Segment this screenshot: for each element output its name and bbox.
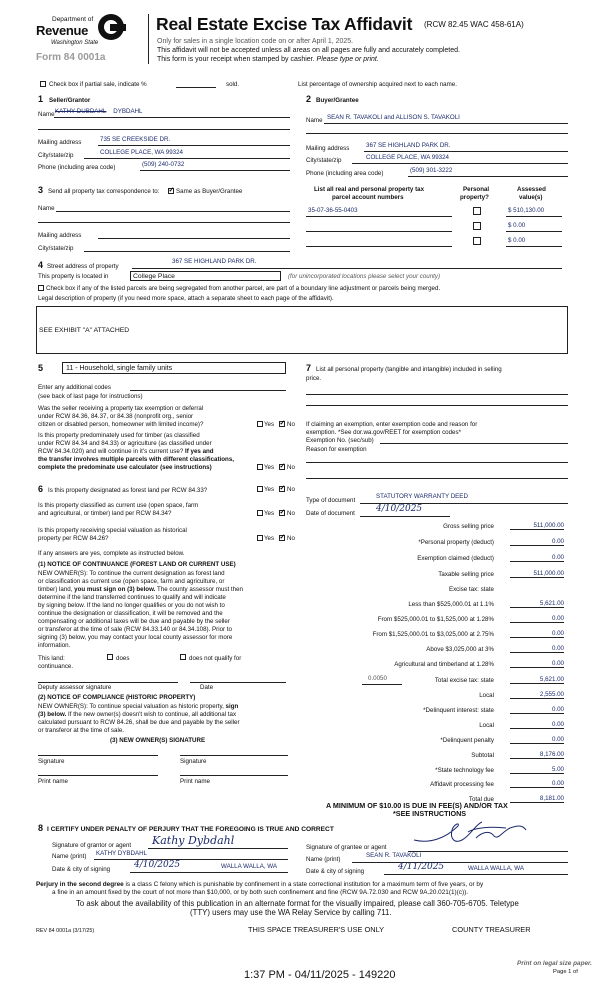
calc-label: Excise tax: state — [448, 586, 494, 593]
calc-value[interactable]: 0.00 — [551, 706, 564, 713]
calc-underline — [510, 667, 564, 668]
calc-label: Total due — [468, 796, 494, 803]
exemption-reason-field[interactable] — [306, 462, 568, 463]
dor-logo-icon — [98, 14, 124, 40]
personal-head2: property? — [460, 194, 489, 201]
seller-city-label: City/state/zip — [38, 152, 74, 159]
street-field[interactable]: 367 SE HIGHLAND PARK DR. — [172, 258, 257, 265]
calc-underline — [510, 545, 564, 546]
assessed-head1: Assessed — [517, 186, 546, 193]
calc-label: From $525,000.01 to $1,525,000 at 1.28% — [377, 616, 494, 623]
header-sub1: Only for sales in a single location code on or after April 1, 2025. — [157, 38, 354, 45]
legal-description-field[interactable]: SEE EXHIBIT "A" ATTACHED — [36, 306, 568, 354]
corr-city-label: City/state/zip — [38, 245, 74, 252]
personal-property-label2: price. — [306, 375, 322, 382]
print-legal-note: Print on legal size paper. — [517, 960, 592, 967]
deputy-date-field[interactable] — [190, 682, 286, 683]
dept-line1: Department of — [52, 16, 94, 23]
form-statute: (RCW 82.45 WAC 458-61A) — [424, 20, 524, 29]
calc-label: Total excise tax: state — [434, 677, 494, 684]
section2-number: 2 — [306, 94, 312, 104]
calc-label: Local — [479, 692, 494, 699]
corr-mail-label: Mailing address — [38, 232, 82, 239]
grantee-name-label: Name (print) — [306, 856, 341, 863]
calc-value[interactable]: 0.00 — [551, 615, 564, 622]
calc-value[interactable]: 0.00 — [551, 736, 564, 743]
calc-underline — [510, 787, 564, 788]
alt-format-line1: To ask about the availability of this publication in an alternate format for the visually impaired, please call 360-705-6705. Teletype — [76, 899, 519, 908]
doc-date-label: Date of document — [306, 510, 355, 517]
assessed-value-2[interactable]: $ 0.00 — [508, 222, 526, 229]
q6-3-line1: Is this property receiving special valuation as historical — [38, 527, 187, 534]
seller-mail-field[interactable]: 735 SE CREEKSIDE DR. — [100, 136, 171, 143]
doc-type-field[interactable]: STATUTORY WARRANTY DEED — [376, 493, 468, 500]
calc-value[interactable]: 0.00 — [551, 630, 564, 637]
same-as-buyer-label: Same as Buyer/Grantee — [176, 188, 243, 195]
calc-value[interactable]: 511,000.00 — [533, 522, 564, 529]
notice1-line: compensating or additional taxes will be due and payable by the seller — [38, 618, 230, 625]
calc-value[interactable]: 5,621.00 — [539, 676, 564, 683]
exemption-line2: exemption. *See dor.wa.gov/REET for exemption codes* — [306, 429, 462, 436]
print-name-label-2: Print name — [180, 778, 210, 785]
calc-underline — [510, 802, 564, 803]
calc-value[interactable]: 8,176.00 — [539, 751, 564, 758]
corr-mail-field[interactable] — [98, 238, 290, 239]
land-does-not-label: does not qualify for — [189, 655, 242, 662]
q6-2-line2: and agricultural, or timber) land per RCW 84.34? — [38, 510, 172, 517]
assessed-head2: value(s) — [519, 194, 543, 201]
calc-label: From $1,525,000.01 to $3,025,000 at 2.75% — [372, 631, 494, 638]
this-land-label: This land: — [38, 655, 65, 662]
form-title: Real Estate Excise Tax Affidavit — [156, 14, 413, 34]
buyer-name-label: Name — [306, 117, 323, 124]
dept-line3: Washington State — [51, 40, 99, 46]
notice1-line: NEW OWNER(S): To continue the current designation as forest land — [38, 570, 225, 577]
deputy-label: Deputy assessor signature — [38, 684, 112, 691]
calc-label: *State technology fee — [435, 767, 494, 774]
calc-label: Agricultural and timberland at 1.28% — [394, 661, 494, 668]
new-owner-signature-2[interactable] — [180, 755, 288, 756]
notice2-line: (3) below. If the new owner(s) doesn't wish to continue, all additional tax — [38, 711, 237, 718]
q5-1-no-label: No — [287, 421, 295, 428]
calc-underline — [510, 758, 564, 759]
grantee-signature[interactable] — [410, 818, 530, 848]
buyer-title: Buyer/Grantee — [316, 97, 359, 104]
q5-2-no-label: No — [287, 464, 295, 471]
seller-phone-label: Phone (including area code) — [38, 164, 116, 171]
calc-label: *Personal property (deduct) — [418, 539, 494, 546]
q6-2-line1: Is this property classified as current use (open space, farm — [38, 502, 199, 509]
q6-2-no-checkbox[interactable] — [279, 510, 285, 516]
parcel-number-2[interactable] — [306, 231, 452, 232]
calc-underline — [510, 773, 564, 774]
notice2-line: calculated pursuant to RCW 84.26, shall be due and payable by the seller — [38, 719, 240, 726]
calc-value[interactable]: 0.00 — [551, 780, 564, 787]
personal-property-checkbox-3[interactable] — [473, 237, 481, 245]
calc-value[interactable]: 0.00 — [551, 554, 564, 561]
notice2-line: or transferor at the time of sale. — [38, 727, 124, 734]
calc-label: Exemption claimed (deduct) — [417, 555, 494, 562]
calc-underline — [510, 529, 564, 530]
q6-1-yes-checkbox[interactable] — [257, 486, 263, 492]
grantee-city-field[interactable]: WALLA WALLA, WA — [468, 865, 525, 872]
calc-underline — [510, 743, 564, 744]
calc-value[interactable]: 0.00 — [551, 538, 564, 545]
seller-name-label: Name — [38, 111, 55, 118]
calc-label: Subtotal — [471, 752, 494, 759]
additional-codes-label: Enter any additional codes — [38, 384, 111, 391]
notice1-line: information. — [38, 642, 71, 649]
q6-3-no-label: No — [287, 535, 295, 542]
calc-label: Gross selling price — [443, 523, 494, 530]
exemption-no-field[interactable] — [380, 443, 568, 444]
exemption-no-label: Exemption No. (sec/sub) — [306, 437, 374, 444]
notice1-title: (1) NOTICE OF CONTINUANCE (FOREST LAND OR CURRENT USE) — [38, 561, 236, 568]
section8-number: 8 — [38, 823, 44, 833]
seller-title: Seller/Grantor — [49, 97, 91, 104]
calc-underline — [510, 728, 564, 729]
buyer-city-label: City/state/zip — [306, 157, 342, 164]
notice2-line: NEW OWNER(S): To continue special valuation as historic property, sign — [38, 703, 239, 710]
buyer-phone-label: Phone (including area code) — [306, 170, 384, 177]
located-select[interactable]: College Place — [130, 271, 281, 281]
alt-format-line2: (TTY) users may use the WA Relay Service by calling 711. — [190, 908, 392, 917]
q5-1-yes-label: Yes — [264, 421, 275, 428]
q6-1-yes-label: Yes — [264, 486, 275, 493]
q5-2-no-checkbox[interactable] — [279, 464, 285, 470]
grantor-name-label: Name (print) — [52, 853, 87, 860]
buyer-mail-label: Mailing address — [306, 145, 350, 152]
notice2-title: (2) NOTICE OF COMPLIANCE (HISTORIC PROPERTY) — [38, 694, 196, 701]
grantor-date-field[interactable]: 4/10/2025 — [134, 860, 181, 870]
deputy-date-label: Date — [200, 684, 214, 691]
header-sub2: This affidavit will not be accepted unless all areas on all pages are fully and accurately completed. — [157, 47, 460, 54]
q6-1-label: Is this property designated as forest land per RCW 84.33? — [48, 487, 208, 494]
land-use-select[interactable]: 11 - Household, single family units — [62, 362, 286, 374]
calc-underline — [510, 698, 564, 699]
calc-value[interactable]: 2,555.00 — [539, 691, 564, 698]
partial-sale-label: Check box if partial sale, indicate % — [49, 81, 147, 88]
q6-2-no-label: No — [287, 510, 295, 517]
calc-label: Less than $525,000.01 at 1.1% — [408, 601, 494, 608]
legal-label: Legal description of property (if you need more space, attach a separate sheet to each page of the affidavit). — [38, 295, 334, 302]
exemption-line1: If claiming an exemption, enter exemption code and reason for — [306, 421, 478, 428]
calc-label: Above $3,025,000 at 3% — [426, 646, 494, 653]
receipt-stamp: 1:37 PM - 04/11/2025 - 149220 — [244, 969, 396, 981]
calc-underline — [510, 637, 564, 638]
calc-underline — [510, 577, 564, 578]
q5-1-line2: under RCW 84.36, 84.37, or 84.38 (nonprofit org., senior — [38, 413, 194, 420]
local-rate-field[interactable]: 0.0050 — [368, 675, 387, 682]
local-rate-underline — [362, 684, 402, 685]
calc-label: *Delinquent interest: state — [423, 707, 494, 714]
doc-date-field[interactable]: 4/10/2025 — [376, 504, 423, 514]
parcel-number-1[interactable]: 35-07-36-55-0403 — [308, 207, 358, 214]
perjury-line1: Perjury in the second degree is a class C felony which is punishable by confinement in a state correctional institution for a maximum term of five years, or by — [36, 881, 484, 888]
assessed-value-3[interactable]: $ 0.00 — [508, 237, 526, 244]
see-back-note: (see back of last page for instructions) — [38, 393, 143, 400]
calc-value[interactable]: 5.00 — [551, 766, 564, 773]
q6-1-no-checkbox[interactable] — [279, 486, 285, 492]
located-label: This property is located in — [38, 273, 109, 280]
q6-1-no-label: No — [287, 486, 295, 493]
exemption-reason-label: Reason for exemption — [306, 446, 367, 453]
seller-phone-field[interactable]: (509) 240-0732 — [142, 161, 185, 168]
notice3-title: (3) NEW OWNER(S) SIGNATURE — [110, 737, 206, 744]
q6-2-yes-checkbox[interactable] — [257, 510, 263, 516]
additional-codes-field[interactable] — [130, 390, 286, 391]
signature-label-2: Signature — [180, 758, 207, 765]
calc-underline — [510, 713, 564, 714]
calc-label: Affidavit processing fee — [430, 781, 494, 788]
county-treasurer-label: COUNTY TREASURER — [452, 925, 531, 934]
calc-underline — [510, 607, 564, 608]
personal-property-checkbox-1[interactable] — [473, 207, 481, 215]
new-owner-print-1[interactable] — [38, 775, 158, 776]
grantor-signature[interactable]: Kathy Dybdahl — [152, 834, 235, 847]
calc-underline — [510, 561, 564, 562]
notice1-line: determine if the land transferred continues to qualify and will indicate — [38, 594, 226, 601]
calc-underline — [510, 622, 564, 623]
calc-value[interactable]: 0.00 — [551, 721, 564, 728]
buyer-name-field[interactable]: SEAN R. TAVAKOLI and ALLISON S. TAVAKOLI — [327, 114, 460, 121]
perjury-line2: a fine in an amount fixed by the court of not more than $10,000, or by both such confinement and fine (RCW 9A.72.030 and RCW 9A.20.021(1)(c)). — [52, 889, 468, 896]
street-label: Street address of property — [47, 263, 119, 270]
page-number: Page 1 of — [553, 969, 578, 975]
grantor-name-field[interactable]: KATHY DYBDAHL — [96, 850, 148, 857]
doc-type-label: Type of document — [306, 497, 356, 504]
certify-statement: I CERTIFY UNDER PENALTY OF PERJURY THAT THE FOREGOING IS TRUE AND CORRECT — [47, 826, 334, 833]
revision-label: REV 84 0001a (3/17/25) — [36, 928, 95, 934]
assessed-value-1[interactable]: $ 510,130.00 — [508, 207, 545, 214]
minimum-due-note: A MINIMUM OF $10.00 IS DUE IN FEE(S) AND/OR TAX — [326, 801, 508, 810]
section6-number: 6 — [38, 484, 44, 494]
same-as-buyer-checkbox[interactable] — [168, 188, 174, 194]
personal-property-checkbox-2[interactable] — [473, 222, 481, 230]
continuance-label: continuance. — [38, 663, 74, 670]
calc-label: *Delinquent penalty — [440, 737, 494, 744]
calc-label: Taxable selling price — [438, 571, 494, 578]
calc-value[interactable]: 0.00 — [551, 660, 564, 667]
corr-city-field[interactable] — [84, 251, 290, 252]
header-sub3: This form is your receipt when stamped by cashier. Please type or print. — [157, 56, 379, 63]
grantee-signature-label: Signature of grantee or agent — [306, 844, 387, 851]
q5-1-yes-checkbox[interactable] — [257, 421, 263, 427]
seller-name-field[interactable]: KATHY DUBDAHL DYBDAHL — [55, 108, 143, 115]
grantee-date-field[interactable]: 4/11/2025 — [398, 862, 445, 872]
segregated-label: Check box if any of the listed parcels are being segregated from another parcel, are part of a boundary line adjustment or parcels being merged. — [46, 285, 441, 292]
notice1-line: continue the designation or classification, it will be removed and the — [38, 610, 223, 617]
buyer-phone-field[interactable]: (509) 301-3222 — [410, 167, 453, 174]
section5-number: 5 — [38, 363, 44, 373]
calc-value[interactable]: 5,621.00 — [539, 600, 564, 607]
personal-property-label: List all personal property (tangible and intangible) included in selling — [316, 366, 502, 373]
corr-name-label: Name — [38, 205, 55, 212]
personal-head1: Personal — [463, 186, 490, 193]
partial-sale-checkbox[interactable] — [40, 81, 46, 87]
notice1-line: by signing below. If the land no longer qualifies or you do not wish to — [38, 602, 225, 609]
q6-3-line2: property per RCW 84.26? — [38, 535, 109, 542]
ownership-note: List percentage of ownership acquired next to each name. — [298, 81, 457, 88]
treasurer-use-label: THIS SPACE TREASURER'S USE ONLY — [248, 925, 385, 934]
print-name-label-1: Print name — [38, 778, 68, 785]
section7-number: 7 — [306, 363, 312, 373]
calc-underline — [510, 652, 564, 653]
calc-underline — [510, 683, 564, 684]
calc-value[interactable]: 511,000.00 — [533, 570, 564, 577]
seller-city-field[interactable]: COLLEGE PLACE, WA 99324 — [100, 149, 183, 156]
grantor-signature-label: Signature of grantor or agent — [52, 842, 132, 849]
located-note: (for unincorporated locations please select your county) — [288, 273, 441, 280]
q5-1-no-checkbox[interactable] — [279, 421, 285, 427]
calc-value[interactable]: 8,181.00 — [539, 795, 564, 802]
buyer-mail-field[interactable]: 367 SE HIGHLAND PARK DR. — [366, 142, 451, 149]
land-does-checkbox[interactable] — [107, 654, 113, 660]
calc-value[interactable]: 0.00 — [551, 645, 564, 652]
q5-2-line1: Is this property predominately used for timber (as classified — [38, 432, 200, 439]
land-does-label: does — [116, 655, 130, 662]
new-owner-print-2[interactable] — [180, 775, 288, 776]
signature-label-1: Signature — [38, 758, 65, 765]
see-instructions-note: *SEE INSTRUCTIONS — [393, 809, 467, 818]
notice1-line: signing (3) below, you may contact your local county assessor for more — [38, 634, 233, 641]
dept-line2: Revenue — [36, 23, 89, 38]
q5-2-yes-label: Yes — [264, 464, 275, 471]
grantor-city-field[interactable]: WALLA WALLA, WA — [221, 863, 278, 870]
q5-2-line5: complete the predominate use calculator (see instructions) — [38, 464, 212, 471]
notice1-line: or transferor at the time of sale (RCW 84.33.140 or 84.34.108). Prior to — [38, 626, 232, 633]
q5-2-yes-checkbox[interactable] — [257, 464, 263, 470]
seller-mail-label: Mailing address — [38, 139, 82, 146]
section3-number: 3 — [38, 185, 44, 195]
if-yes-note: If any answers are yes, complete as instructed below. — [38, 550, 185, 557]
land-does-not-checkbox[interactable] — [180, 654, 186, 660]
q5-2-line4: the transfer involves multiple parcels with different classifications, — [38, 456, 234, 463]
q6-3-yes-label: Yes — [264, 535, 275, 542]
deputy-signature-field[interactable] — [38, 682, 178, 683]
correspondence-label: Send all property tax correspondence to: — [48, 188, 160, 195]
buyer-city-field[interactable]: COLLEGE PLACE, WA 99324 — [366, 154, 449, 161]
q5-1-line1: Was the seller receiving a property tax exemption or deferral — [38, 405, 204, 412]
q6-2-yes-label: Yes — [264, 510, 275, 517]
notice1-line: timber) land, you must sign on (3) below. The county assessor must then — [38, 586, 243, 593]
segregated-checkbox[interactable] — [38, 285, 44, 291]
parcels-head2: parcel account numbers — [332, 194, 404, 201]
grantor-date-city-label: Date & city of signing — [52, 866, 111, 873]
calc-label: Local — [479, 722, 494, 729]
q6-3-no-checkbox[interactable] — [279, 535, 285, 541]
q6-3-yes-checkbox[interactable] — [257, 535, 263, 541]
partial-sold-label: sold. — [226, 81, 240, 88]
notice1-line: or classification as current use (open space, farm and agriculture, or — [38, 578, 225, 585]
q5-1-line3: citizen or disabled person, homeowner with limited income)? — [38, 421, 204, 428]
form-number: Form 84 0001a — [36, 52, 106, 63]
q5-2-line3: RCW 84.34.020) and will continue in it's current use? If yes and — [38, 448, 214, 455]
grantee-name-field[interactable]: SEAN R. TAVAKOLI — [366, 852, 422, 859]
personal-property-field[interactable] — [306, 394, 568, 395]
parcel-number-3[interactable] — [306, 246, 452, 247]
new-owner-signature-1[interactable] — [38, 755, 158, 756]
grantee-date-city-label: Date & city of signing — [306, 868, 365, 875]
section1-number: 1 — [38, 94, 44, 104]
q5-2-line2: under RCW 84.34 and 84.33) or agriculture (as classified under — [38, 440, 212, 447]
section4-number: 4 — [38, 260, 44, 270]
parcels-head1: List all real and personal property tax — [314, 186, 425, 193]
corr-name-field[interactable] — [56, 211, 290, 212]
